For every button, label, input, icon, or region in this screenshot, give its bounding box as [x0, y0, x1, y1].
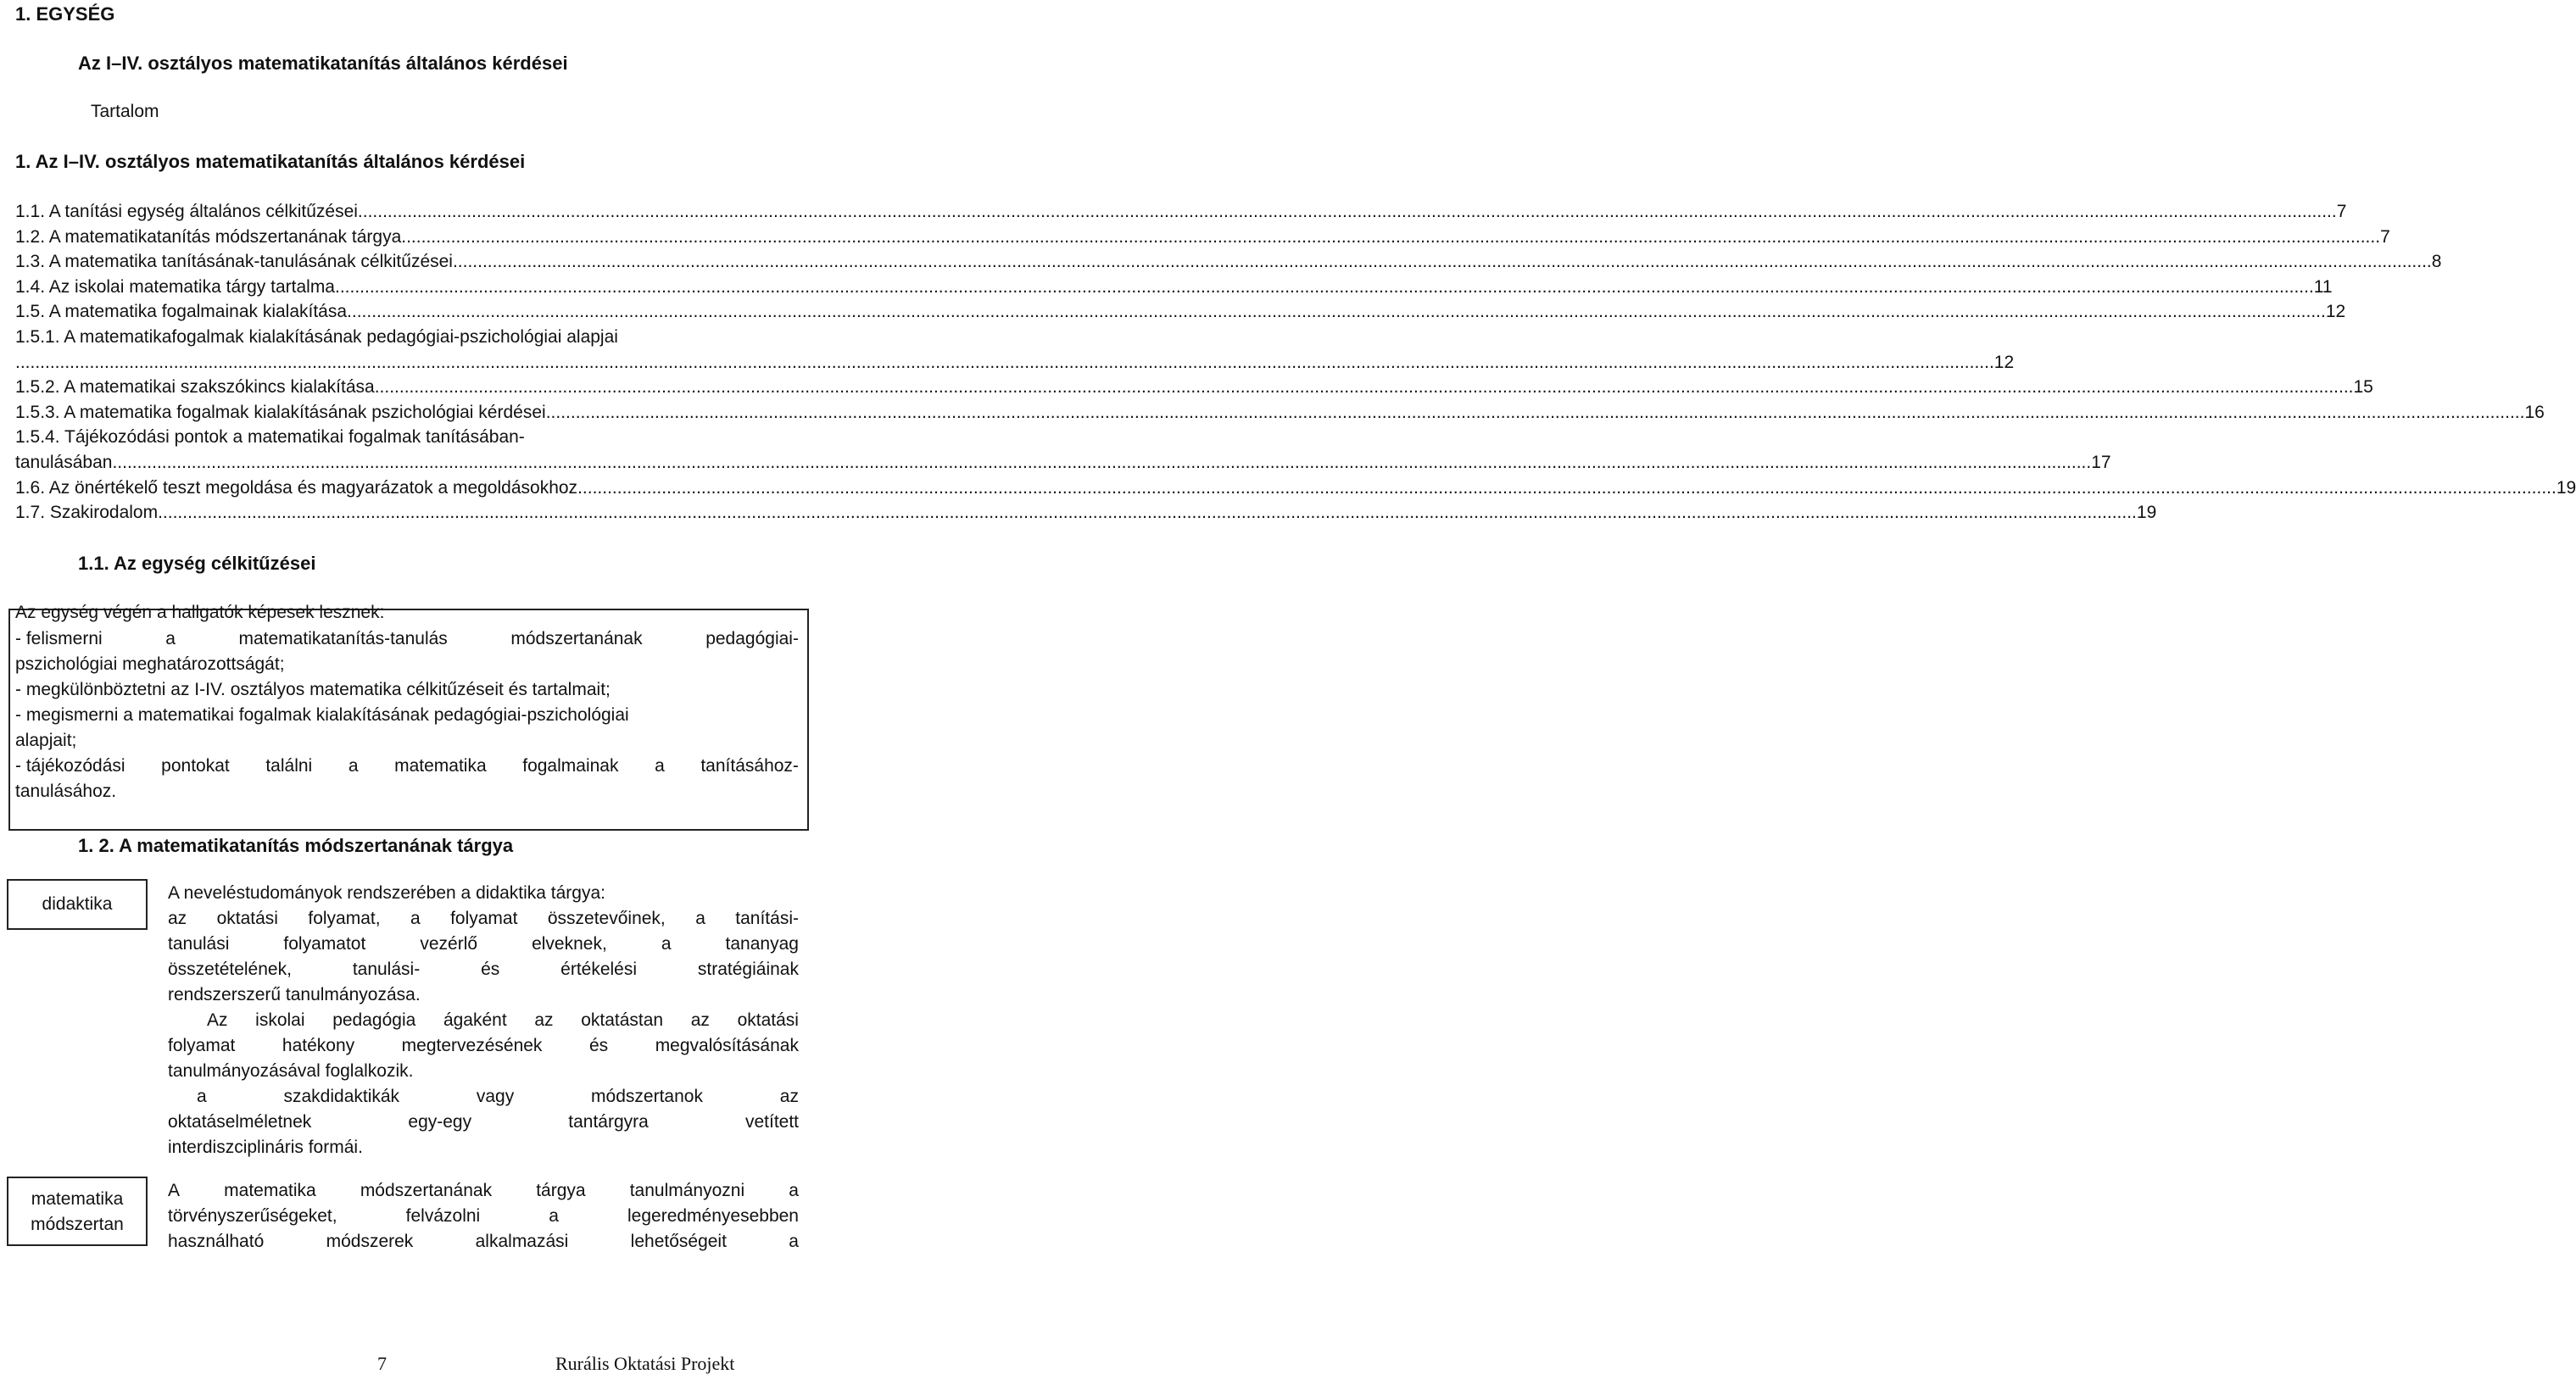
word: összetevőinek, — [547, 909, 666, 928]
goals-line-5: - megismerni a matematikai fogalmak kialakításának pedagógiai-pszichológiai — [15, 705, 629, 725]
toc-entry[interactable] — [15, 252, 2442, 277]
goals-line-6: alapjait; — [15, 731, 77, 750]
toc-entry[interactable] — [15, 226, 2390, 253]
para1-line-2 — [168, 909, 799, 929]
word: Az — [207, 1010, 228, 1030]
word: tárgya — [536, 1181, 586, 1200]
word: tananyag — [725, 934, 799, 954]
side-label-didaktika — [7, 879, 148, 930]
toc-entry[interactable] — [15, 202, 2347, 227]
toc-dot-leader: ................................................................................................................................................................................................................................................................................................................................................................................................................ — [401, 226, 2381, 247]
word: értékelési — [560, 960, 638, 979]
toc-entry[interactable] — [15, 377, 2373, 403]
word: - tájékozódási — [15, 756, 125, 776]
section-goals-title: 1.1. Az egység célkitűzései — [78, 553, 316, 574]
para2-line-2 — [168, 1036, 799, 1056]
toc-entry[interactable] — [15, 302, 2346, 327]
word: a — [789, 1181, 799, 1200]
word: tanulmányozni — [629, 1181, 745, 1200]
word: folyamat, — [308, 909, 381, 928]
word: tanulási- — [352, 960, 421, 979]
word: matematika — [394, 756, 487, 776]
toc-dot-leader: ................................................................................................................................................................................................................................................................................................................................................................................................................ — [347, 302, 2326, 322]
toc-page-number: 7 — [2336, 202, 2347, 221]
toc-page-number: 16 — [2524, 402, 2545, 422]
word: összetételének, — [168, 960, 292, 979]
word: az — [534, 1010, 554, 1030]
para1-line-5: rendszerszerű tanulmányozása. — [168, 985, 421, 1004]
word: vagy — [476, 1087, 515, 1106]
toc-entry-text: 1.5.1. A matematikafogalmak kialakításának pedagógiai-pszichológiai alapjai — [15, 327, 618, 347]
para3-line-2 — [168, 1112, 799, 1132]
word: pedagógia — [332, 1010, 416, 1030]
word: a — [695, 909, 705, 928]
word: módszerek — [326, 1232, 414, 1251]
word: megvalósításának — [655, 1036, 799, 1055]
word: folyamat — [450, 909, 518, 928]
word: folyamatot — [283, 934, 366, 954]
toc-entry[interactable] — [15, 453, 2111, 478]
word: az — [690, 1010, 710, 1030]
word: tanulási — [168, 934, 230, 954]
toc-entry-text: 1.1. A tanítási egység általános célkitűzései — [15, 202, 358, 221]
para3-line-3: interdiszciplináris formái. — [168, 1138, 363, 1157]
para1-line-3 — [168, 934, 799, 954]
word: iskolai — [255, 1010, 305, 1030]
word: oktatási — [216, 909, 278, 928]
word: matematikatanítás-tanulás — [238, 629, 448, 648]
toc-entry-text: 1.4. Az iskolai matematika tárgy tartalma — [15, 276, 335, 297]
para2-line-3: tanulmányozásával foglalkozik. — [168, 1061, 414, 1081]
word: megtervezésének — [401, 1036, 543, 1055]
word: stratégiáinak — [697, 960, 799, 979]
side-label-2-line-1: matematika — [31, 1189, 124, 1209]
word: alkalmazási — [475, 1232, 569, 1251]
para1-line-1: A neveléstudományok rendszerében a didaktika tárgya: — [168, 883, 605, 903]
word: tanítási- — [735, 909, 799, 928]
word: pedagógiai- — [705, 629, 799, 648]
toc-entry-text: 1.5.2. A matematikai szakszókincs kialakítása — [15, 377, 375, 398]
word: és — [588, 1036, 609, 1055]
word: vezérlő — [420, 934, 478, 954]
word: tantárgyra — [568, 1112, 649, 1132]
unit-title: 1. EGYSÉG — [15, 3, 115, 25]
goals-intro: Az egység végén a hallgatók képesek lesznek: — [15, 603, 385, 622]
word: hatékony — [282, 1036, 355, 1055]
para2-line-1 — [207, 1010, 799, 1031]
toc-dot-leader: ................................................................................................................................................................................................................................................................................................................................................................................................................ — [577, 477, 2556, 498]
toc-page-number: 19 — [2556, 477, 2576, 498]
word: oktatáselméletnek — [168, 1112, 312, 1132]
word: az — [168, 909, 187, 928]
toc-page-number: 19 — [2136, 503, 2157, 523]
toc-page-number: 17 — [2091, 453, 2111, 472]
para3-line-1 — [197, 1087, 799, 1107]
toc-heading: 1. Az I–IV. osztályos matematikatanítás általános kérdései — [15, 151, 526, 172]
toc-dot-leader: ................................................................................................................................................................................................................................................................................................................................................................................................................ — [452, 252, 2432, 272]
footer-project-name: Rurális Oktatási Projekt — [555, 1353, 735, 1374]
toc-entry-text: 1.5. A matematika fogalmainak kialakítása — [15, 302, 348, 322]
toc-entry[interactable] — [15, 503, 2157, 528]
goals-line-3: pszichológiai meghatározottságát; — [15, 654, 285, 674]
word: legeredményesebben — [627, 1206, 799, 1226]
toc-dot-leader: ................................................................................................................................................................................................................................................................................................................................................................................................................ — [357, 202, 2337, 221]
toc-entry-text: 1.5.4. Tájékozódási pontok a matematikai fogalmak tanításában- — [15, 427, 525, 448]
toc-page-number: 12 — [1993, 352, 2015, 372]
toc-entry[interactable] — [15, 477, 2576, 504]
word: a — [410, 909, 421, 928]
word: a — [661, 934, 672, 954]
side-label-2-line-2: módszertan — [31, 1215, 124, 1234]
toc-entry-text: tanulásában — [15, 453, 113, 472]
word: használható — [168, 1232, 265, 1251]
toc-page-number: 11 — [2313, 276, 2333, 297]
toc-dot-leader: ................................................................................................................................................................................................................................................................................................................................................................................................................ — [112, 453, 2092, 472]
toc-entry[interactable] — [15, 327, 794, 353]
word: módszertanának — [510, 629, 643, 648]
word: a — [655, 756, 665, 776]
word: pontokat — [161, 756, 230, 776]
toc-dot-leader: ................................................................................................................................................................................................................................................................................................................................................................................................................ — [545, 402, 2525, 422]
goals-line-8: tanulásához. — [15, 782, 117, 801]
word: fogalmainak — [522, 756, 619, 776]
toc-entry-text: 1.7. Szakirodalom — [15, 503, 159, 523]
word: a — [549, 1206, 559, 1226]
toc-entry-text: 1.5.3. A matematika fogalmak kialakításának pszichológiai kérdései — [15, 402, 546, 422]
word: a — [348, 756, 359, 776]
word: felvázolni — [405, 1206, 481, 1226]
word: oktatási — [737, 1010, 799, 1030]
side-label-didaktika-text: didaktika — [42, 894, 113, 914]
word: és — [481, 960, 500, 979]
word: elveknek, — [532, 934, 607, 954]
toc-dot-leader: ................................................................................................................................................................................................................................................................................................................................................................................................................ — [15, 352, 1994, 372]
toc-dot-leader: ................................................................................................................................................................................................................................................................................................................................................................................................................ — [158, 503, 2137, 523]
word: módszertanának — [360, 1181, 493, 1200]
toc-entry[interactable] — [15, 352, 2015, 378]
goals-line-7 — [15, 756, 799, 776]
word: törvényszerűségeket, — [168, 1206, 337, 1226]
toc-dot-leader: ................................................................................................................................................................................................................................................................................................................................................................................................................ — [374, 377, 2354, 398]
word: - felismerni — [15, 629, 103, 648]
toc-page-number: 12 — [2325, 302, 2346, 322]
toc-entry-text: 1.3. A matematika tanításának-tanulásának célkitűzései — [15, 252, 453, 272]
word: találni — [265, 756, 313, 776]
toc-entry-text: 1.2. A matematikatanítás módszertanának tárgya — [15, 226, 402, 247]
toc-page-number: 8 — [2431, 252, 2442, 272]
toc-page-number: 15 — [2353, 377, 2373, 398]
word: a — [197, 1087, 207, 1106]
word: lehetőségeit — [630, 1232, 727, 1251]
word: módszertanok — [591, 1087, 703, 1106]
word: szakdidaktikák — [283, 1087, 400, 1106]
word: tanításához- — [700, 756, 799, 776]
section-subject-title: 1. 2. A matematikatanítás módszertanának tárgya — [78, 835, 514, 856]
toc-page-number: 7 — [2380, 226, 2390, 247]
word: a — [789, 1232, 799, 1251]
word: az — [779, 1087, 799, 1106]
word: ágaként — [443, 1010, 507, 1030]
goals-line-4: - megkülönböztetni az I-IV. osztályos matematika célkitűzéseit és tartalmait; — [15, 680, 611, 699]
goals-line-2 — [15, 629, 799, 649]
para4-line-3 — [168, 1232, 799, 1252]
word: matematika — [224, 1181, 316, 1200]
toc-dot-leader: ................................................................................................................................................................................................................................................................................................................................................................................................................ — [335, 276, 2314, 297]
toc-entry[interactable] — [15, 402, 2545, 428]
word: folyamat — [168, 1036, 236, 1055]
contents-label: Tartalom — [91, 102, 159, 121]
para1-line-4 — [168, 960, 799, 980]
toc-entry[interactable] — [15, 427, 794, 453]
toc-entry-text: 1.6. Az önértékelő teszt megoldása és magyarázatok a megoldásokhoz — [15, 477, 578, 498]
word: egy-egy — [408, 1112, 472, 1132]
toc-entry[interactable] — [15, 276, 2333, 303]
word: vetített — [744, 1112, 799, 1132]
main-title: Az I–IV. osztályos matematikatanítás általános kérdései — [78, 53, 568, 74]
word: oktatástan — [581, 1010, 664, 1030]
word: A — [168, 1181, 181, 1200]
para4-line-1 — [168, 1181, 799, 1201]
word: a — [165, 629, 176, 648]
para4-line-2 — [168, 1206, 799, 1227]
footer-page-number: 7 — [377, 1353, 387, 1374]
side-label-matematika-modszertan — [7, 1177, 148, 1246]
